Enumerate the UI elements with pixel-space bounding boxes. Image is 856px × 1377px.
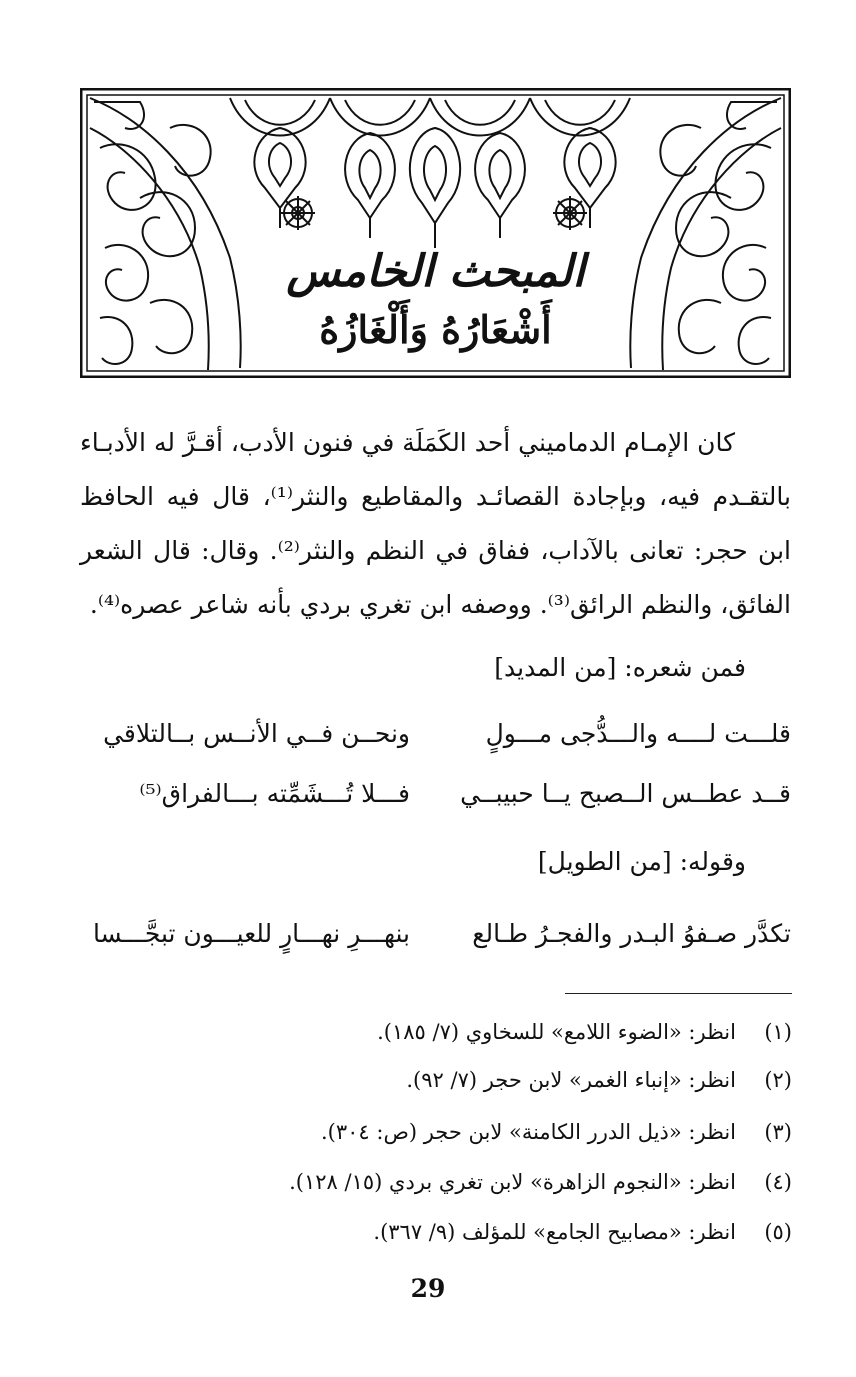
footnote-number: (٣) xyxy=(764,1120,792,1144)
footnote-text: انظر: «إنباء الغمر» لابن حجر (٧/ ٩٢). xyxy=(406,1068,736,1092)
main-paragraph xyxy=(80,416,791,632)
verse-line xyxy=(80,772,791,816)
chapter-heading xyxy=(80,88,791,378)
poem-intro-madid: فمن شعره: [من المديد] xyxy=(494,653,746,682)
footnote xyxy=(92,1012,792,1052)
paragraph-text: كان الإمـام الدماميني أحد الكَمَلَة في فنون الأدب، أقـرَّ له الأدبـاء بالتقـدم فيه، وبإجادة القصائـد والمقاطيع والنثر⁽¹⁾، قال فيه الحافظ ابن حجر: تعانى بالآداب، ففاق في النظم والنثر⁽²⁾. وقال: قال الشعر الفائق، والنظم الرائق⁽³⁾. ووصفه ابن تغري بردي بأنه شاعر عصره⁽⁴⁾. xyxy=(80,428,791,619)
footnote-separator xyxy=(565,993,792,994)
footnote-number: (٥) xyxy=(764,1220,792,1244)
footnote xyxy=(92,1212,792,1252)
verse-first-hemistich: قلـــت لــــه والـــدُّجى مـــولٍ xyxy=(485,719,791,748)
verse-first-hemistich: تكدَّر صـفوُ البـدر والفجـرُ طـالع xyxy=(472,919,791,948)
footnote-text: انظر: «النجوم الزاهرة» لابن تغري بردي (١٥/ ١٢٨). xyxy=(289,1170,736,1194)
footnote-number: (٢) xyxy=(764,1068,792,1092)
verse-first-hemistich: قــد عطــس الــصبح يــا حبيبــي xyxy=(460,779,791,808)
footnote-text: انظر: «الضوء اللامع» للسخاوي (٧/ ١٨٥). xyxy=(377,1020,736,1044)
chapter-subtitle: أَشْعَارُهُ وَأَلْغَازُهُ xyxy=(319,307,552,352)
footnote-number: (٤) xyxy=(764,1170,792,1194)
footnote-number: (١) xyxy=(764,1020,792,1044)
footnote-text: انظر: «مصابيح الجامع» للمؤلف (٩/ ٣٦٧). xyxy=(373,1220,736,1244)
footnote-text: انظر: «ذيل الدرر الكامنة» لابن حجر (ص: ٣٠٤). xyxy=(320,1120,736,1144)
footnote xyxy=(92,1162,792,1202)
verse-line xyxy=(80,912,791,956)
poem-intro-tawil: وقوله: [من الطويل] xyxy=(537,847,746,876)
verse-second-hemistich: فـــلا تُـــشَمِّته بـــالفراق⁽⁵⁾ xyxy=(139,779,410,808)
verse-second-hemistich: بنهـــرِ نهـــارٍ للعيـــون تبجَّـــسا xyxy=(92,919,410,948)
footnote xyxy=(92,1060,792,1100)
verse-second-hemistich: ونحــن فــي الأنــس بــالتلاقي xyxy=(103,719,410,748)
chapter-title: المبحث الخامس xyxy=(286,246,585,297)
footnote xyxy=(92,1112,792,1152)
ornamental-header-frame xyxy=(80,88,791,378)
page-number: 29 xyxy=(410,1274,446,1303)
verse-line xyxy=(80,712,791,756)
